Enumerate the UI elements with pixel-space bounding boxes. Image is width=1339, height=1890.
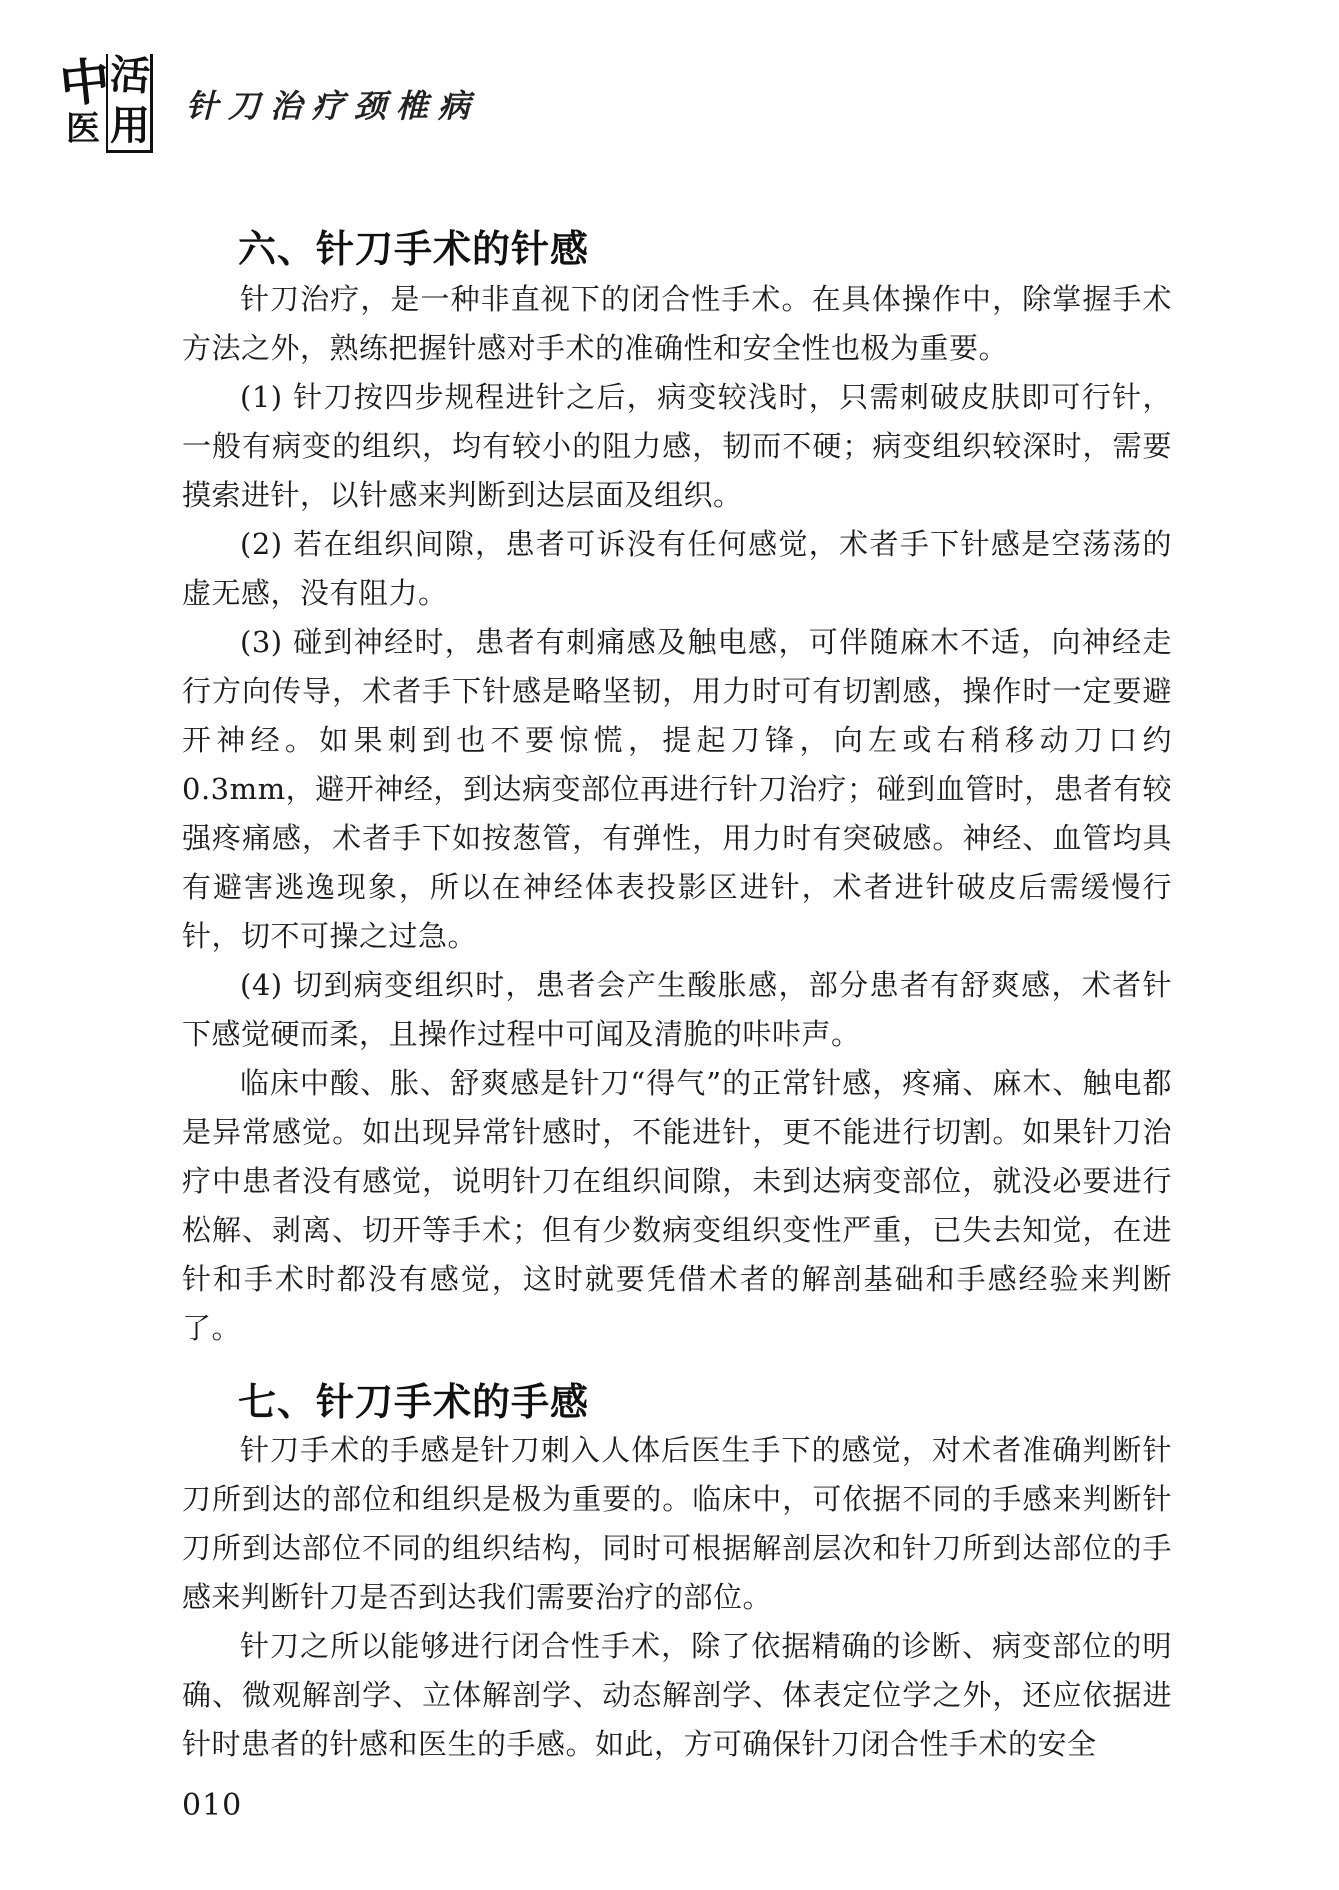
section-title: 七、针刀手术的手感 [238,1379,590,1424]
paragraph: 针刀治疗，是一种非直视下的闭合性手术。在具体操作中，除掌握手术方法之外，熟练把握针感对手术的准确性和安全性也极为重要。 [182,282,1172,365]
logo-char: 用 [110,102,150,149]
paragraph: (3) 碰到神经时，患者有刺痛感及触电感，可伴随麻木不适，向神经走行方向传导，术者手下针感是略坚韧，用力时可有切割感，操作时一定要避开神经。如果刺到也不要惊慌，提起刀锋，向左或右稍移动刀口约 0.3mm，避开神经，到达病变部位再进行针刀治疗；碰到血管时，患者有较强疼痛感，术者手下如按葱管，有弹性，用力时有突破感。神经、血管均具有避害逃逸现象，所以在神经体表投影区进针，术者进针破皮后需缓慢行针，切不可操之过急。 [182,625,1172,953]
paragraph: 临床中酸、胀、舒爽感是针刀“得气”的正常针感，疼痛、麻木、触电都是异常感觉。如出现异常针感时，不能进针，更不能进行切割。如果针刀治疗中患者没有感觉，说明针刀在组织间隙，未到达病变部位，就没必要进行松解、剥离、切开等手术；但有少数病变组织变性严重，已失去知觉，在进针和手术时都没有感觉，这时就要凭借术者的解剖基础和手感经验来判断了。 [182,1066,1172,1345]
page-header [58,52,480,156]
section-title: 六、针刀手术的针感 [238,226,590,271]
paragraph: 针刀之所以能够进行闭合性手术，除了依据精确的诊断、病变部位的明确、微观解剖学、立体解剖学、动态解剖学、体表定位学之外，还应依据进针时患者的针感和医生的手感。如此，方可确保针刀闭合性手术的安全 [182,1629,1172,1761]
logo-char: 活 [108,50,152,101]
series-logo [57,50,152,154]
page-number: 010 [182,1788,243,1823]
paragraph: (4) 切到病变组织时，患者会产生酸胀感，部分患者有舒爽感，术者针下感觉硬而柔，且操作过程中可闻及清脆的咔咔声。 [182,968,1172,1051]
paragraph: 针刀手术的手感是针刀刺入人体后医生手下的感觉，对术者准确判断针刀所到达的部位和组织是极为重要的。临床中，可依据不同的手感来判断针刀所到达部位不同的组织结构，同时可根据解剖层次和针刀所到达部位的手感来判断针刀是否到达我们需要治疗的部位。 [182,1433,1172,1614]
section-body [182,1426,1172,1769]
logo-char: 医 [66,109,100,149]
section-body [182,275,1172,1353]
paragraph: (2) 若在组织间隙，患者可诉没有任何感觉，术者手下针感是空荡荡的虚无感，没有阻力。 [182,527,1172,610]
paragraph: (1) 针刀按四步规程进针之后，病变较浅时，只需刺破皮肤即可行针，一般有病变的组织，均有较小的阻力感，韧而不硬；病变组织较深时，需要摸索进针，以针感来判断到达层面及组织。 [182,380,1172,512]
running-title: 针刀治疗颈椎病 [186,87,481,125]
logo-char: 中 [57,50,113,115]
